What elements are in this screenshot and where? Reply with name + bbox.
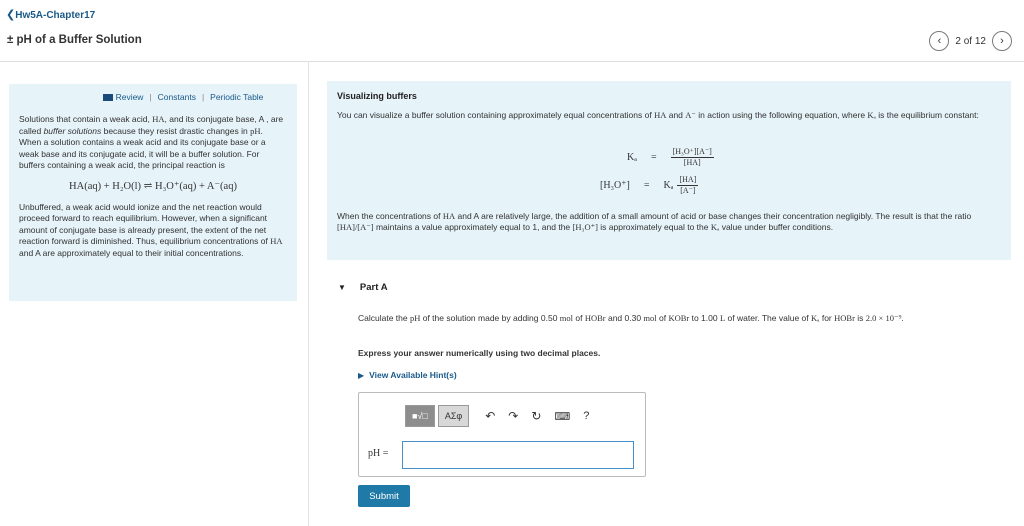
review-link[interactable]: Review [115,92,144,102]
caret-down-icon: ▼ [338,283,346,292]
back-link-label: Hw5A-Chapter17 [15,10,96,21]
pager [929,31,1012,51]
viz-paragraph: You can visualize a buffer solution containing approximately equal concentrations of HA and A⁻ in action using the following equation, where Kₐ is the equilibrium constant: [337,110,979,120]
page-title: ± pH of a Buffer Solution [7,34,142,46]
math-toolbar [405,404,589,428]
symbols-button[interactable]: ΑΣφ [438,405,469,427]
next-button[interactable] [992,31,1012,51]
visualizing-buffers-panel [327,81,1011,260]
templates-button[interactable]: ■√□ [405,405,435,427]
previous-button[interactable] [929,31,949,51]
intro-panel [9,84,297,301]
answer-instructions: Express your answer numerically using two decimal places. [358,348,601,358]
help-icon[interactable]: ? [583,410,590,422]
resource-links: Review | Constants | Periodic Table [79,92,287,102]
redo-icon[interactable]: ↷ [508,409,519,423]
unbuffered-paragraph: Unbuffered, a weak acid would ionize and the net reaction would proceed forward to reach equilibrium. However, when a significant amount of conjugate base is already present, the extent of the net reaction forward is diminished. Thus, equilibrium concentrations of HA and A are approximately equal to their initial concentrations. [19,201,283,258]
panel-title: Visualizing buffers [337,91,417,101]
reset-icon[interactable]: ↻ [531,409,542,423]
chevron-left-icon: ‹ [937,35,942,47]
reaction-equation: HA(aq) + H₂O(l) ⇌ H₃O⁺(aq) + A⁻(aq) [69,180,237,192]
answer-box [358,392,646,477]
submit-button[interactable]: Submit [358,485,410,507]
hints-link[interactable] [358,370,457,380]
ka-equation: Kₐ = $\frac{\text{[H₃O⁺][A⁻]}}{[HA]}$ [627,147,712,167]
question-text: Calculate the pH of the solution made by adding 0.50 mol of HOBr and 0.30 mol of KOBr to 1.00 L of water. The value of Kₐ for HOBr is 2.0 × 10⁻⁹. [358,313,904,323]
periodic-table-link[interactable]: Periodic Table [210,92,264,102]
constants-link[interactable]: Constants [157,92,196,102]
part-a-label: Part A [359,282,388,293]
ph-label: pH = [368,448,389,459]
book-icon [103,94,113,101]
h3o-equation: [H₃O⁺] = Kₐ $\frac{[HA]}{[A^-]}$ [600,175,697,195]
chevron-left-icon: ❮ [6,9,16,21]
ph-answer-input[interactable] [402,441,634,469]
pager-text: 2 of 12 [955,35,986,47]
keyboard-icon[interactable]: ⌨ [554,410,571,423]
chevron-right-icon: › [1000,35,1004,47]
hints-label: View Available Hint(s) [369,370,457,380]
part-a-toggle[interactable] [338,282,388,293]
back-link[interactable] [6,8,95,21]
undo-icon[interactable]: ↶ [485,409,496,423]
column-divider [308,61,309,526]
header-divider [0,61,1024,62]
viz-paragraph-2: When the concentrations of HA and A are relatively large, the addition of a small amount of acid or base changes their concentration negligibly. The result is that the ratio [HA]/[A⁻] maintains a value approximately equal to 1, and the [H₃O⁺] is approximately equal to the Kₐ value under buffer conditions. [337,211,972,232]
intro-paragraph: Solutions that contain a weak acid, HA, and its conjugate base, A , are called buffer solutions because they resist drastic changes in pH. When a solution contains a weak acid and its conjugate base or a weak base and its conjugate acid, it will be a buffer solution. For buffers containing a weak acid, the principal reaction is [19,114,284,170]
caret-right-icon: ▶ [358,371,365,380]
